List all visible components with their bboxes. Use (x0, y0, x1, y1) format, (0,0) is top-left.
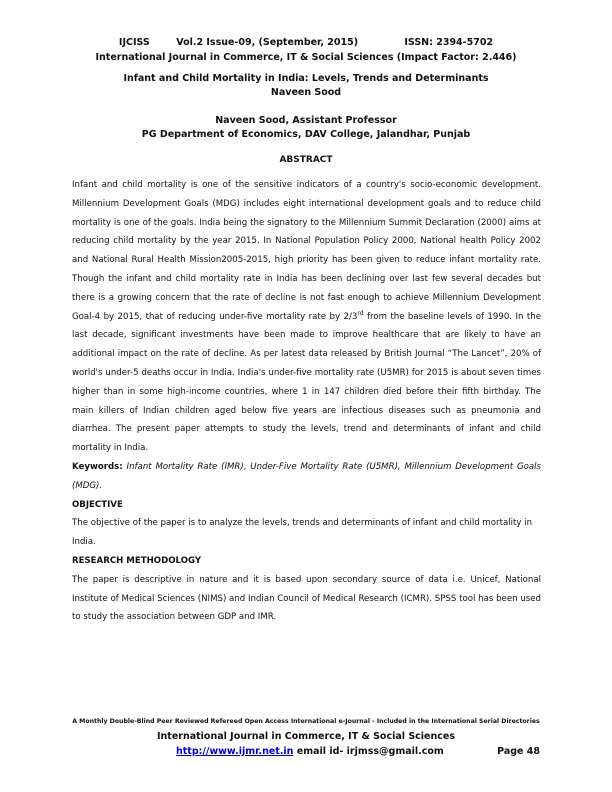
abstract-paragraph: Infant and child mortality is one of the sensitive indicators of a country's socio-economic development. Millennium Development Goals (MDG) includes eight international development goals and to reduce child mortality is one of the goals. India being the signatory to the Millennium Summit Declaration (2000) aims at reducing child mortality by the year 2015. In National Population Policy 2000, National health Policy 2002 and National Rural Health Mission2005-2015, high priority has been given to reduce infant mortality rate. Though the infant and child mortality rate in India has been declining over last few several decades but there is a growing concern that the rate of decline is not fast enough to achieve Millennium Development Goal-4 by 2015, that of reducing under-five mortality rate by 2/3rd from the baseline levels of 1990. In the last decade, significant investments have been made to improve healthcare that are likely to have an additional impact on the rate of decline. As per latest data released by British Journal “The Lancet”, 20% of world's under-5 deaths occur in India. India's under-five mortality rate (U5MR) for 2015 is about seven times higher than in some high-income countries, where 1 in 147 children died before their fifth birthday. The main killers of Indian children aged below five years are infectious diseases such as pneumonia and diarrhea. The present paper attempts to study the levels, trend and determinants of infant and child mortality in India. (72, 180, 541, 454)
paper-title-author: Naveen Sood (270, 87, 342, 98)
page-number: Page 48 (497, 746, 540, 757)
affiliation: PG Department of Economics, DAV College, Jalandhar, Punjab (141, 129, 471, 140)
volume-info: Vol.2 Issue-09, (September, 2015) (176, 37, 359, 48)
abstract-heading: ABSTRACT (279, 155, 333, 165)
methodology-paragraph: The paper is descriptive in nature and it is based upon secondary source of data i.e. Unicef, National Institute of Medical Sciences (NIMS) and Indian Council of Medical Research (ICMR). SPSS tool has been used to study the association between GDP and IMR. (72, 574, 541, 623)
keywords-paragraph (72, 458, 541, 496)
issn: ISSN: 2394-5702 (404, 37, 494, 48)
footer-email: email id- irjmss@gmail.com (293, 746, 444, 757)
methodology-heading: RESEARCH METHODOLOGY (72, 555, 202, 566)
author-block (0, 114, 612, 142)
footer-journal: International Journal in Commerce, IT & Social Sciences (156, 731, 455, 742)
paper-title: Infant and Child Mortality in India: Levels, Trends and Determinants (123, 73, 489, 84)
objective-heading: OBJECTIVE (72, 499, 123, 510)
objective-paragraph: The objective of the paper is to analyze the levels, trends and determinants of infant and child mortality in India. (72, 518, 533, 548)
running-header-line2: International Journal in Commerce, IT & Social Sciences (Impact Factor: 2.446) (95, 52, 517, 63)
body-text (72, 176, 541, 627)
running-header-line1 (0, 37, 612, 48)
author-line: Naveen Sood, Assistant Professor (215, 115, 397, 126)
footer-contact (176, 746, 444, 757)
paper-title-block (0, 72, 612, 100)
footer-tagline: A Monthly Double-Blind Peer Reviewed Refereed Open Access International e-Journal - Included in the International Serial Directories (72, 718, 540, 725)
keywords-label: Keywords: (72, 461, 123, 472)
keywords-text: Infant Mortality Rate (IMR), Under-Five Mortality Rate (U5MR), Millennium Development Goals (MDG). (72, 461, 541, 491)
journal-abbr: IJCISS (118, 37, 150, 48)
journal-url-link[interactable]: http://www.ijmr.net.in (176, 746, 294, 757)
superscript: rd (357, 309, 364, 317)
